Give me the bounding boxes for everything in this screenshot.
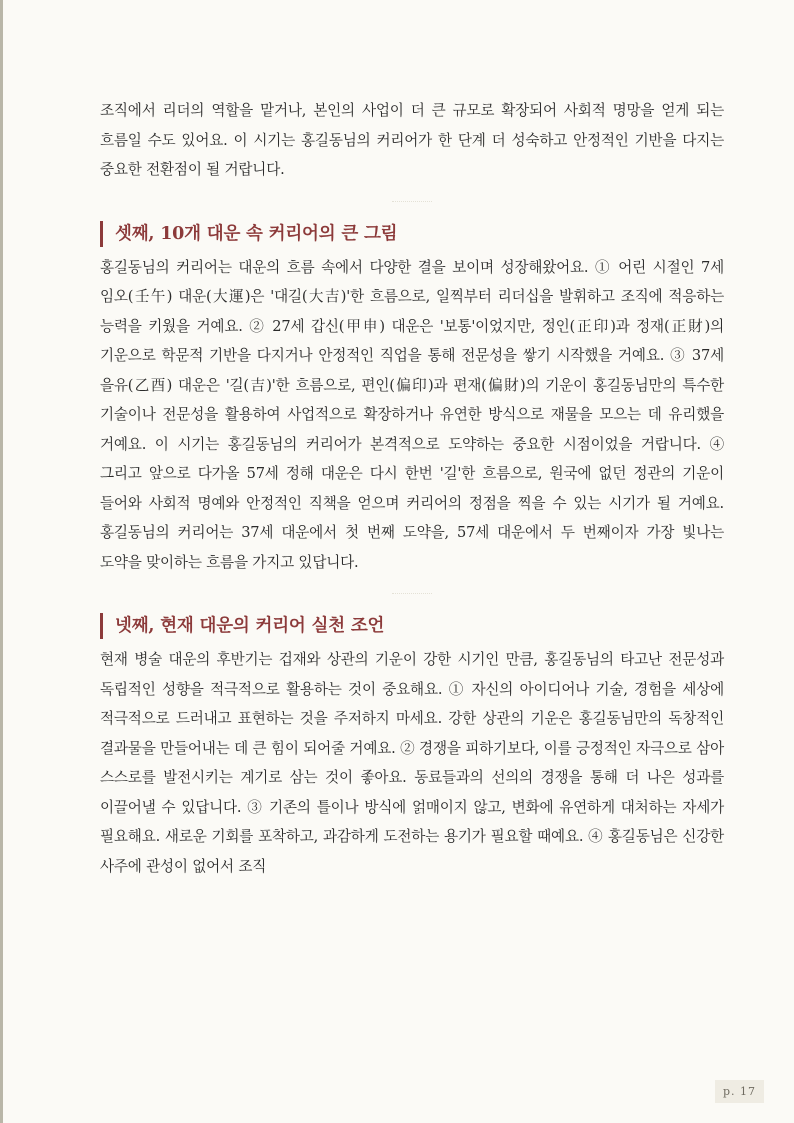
section-heading: 넷째, 현재 대운의 커리어 실천 조언 (100, 613, 724, 639)
intro-paragraph: 조직에서 리더의 역할을 맡거나, 본인의 사업이 더 큰 규모로 확장되어 사회적 명망을 얻게 되는 흐름일 수도 있어요. 이 시기는 홍길동님의 커리어가 한 단계 더 성숙하고 안정적인 기반을 다지는 중요한 전환점이 될 거랍니다. (100, 102, 724, 178)
section-divider (100, 185, 724, 221)
section-divider (100, 577, 724, 613)
section-body: 현재 병술 대운의 후반기는 겁재와 상관의 기운이 강한 시기인 만큼, 홍길동님의 타고난 전문성과 독립적인 성향을 적극적으로 활용하는 것이 중요해요. ① 자신의 아이디어나 기술, 경험을 세상에 적극적으로 드러내고 표현하는 것을 주저하지 마세요. 강한 상관의 기운은 홍길동님만의 독창적인 결과물을 만들어내는 데 큰 힘이 되어줄 거예요. ② 경쟁을 피하기보다, 이를 긍정적인 자극으로 삼아 스스로를 발전시키는 계기로 삼는 것이 좋아요. 동료들과의 선의의 경쟁을 통해 더 나은 성과를 이끌어낼 수 있답니다. ③ 기존의 틀이나 방식에 얽매이지 않고, 변화에 유연하게 대처하는 자세가 필요해요. 새로운 기회를 포착하고, 과감하게 도전하는 용기가 필요할 때예요. ④ 홍길동님은 신강한 사주에 관성이 없어서 조직 (100, 651, 724, 875)
section-body: 홍길동님의 커리어는 대운의 흐름 속에서 다양한 결을 보이며 성장해왔어요. ① 어린 시절인 7세 임오(壬午) 대운(大運)은 '대길(大吉)'한 흐름으로, 일찍부터 리더십을 발휘하고 조직에 적응하는 능력을 키웠을 거예요. ② 27세 갑신(甲申) 대운은 '보통'이었지만, 정인(正印)과 정재(正財)의 기운으로 학문적 기반을 다지거나 안정적인 직업을 통해 전문성을 쌓기 시작했을 거예요. ③ 37세 을유(乙酉) 대운은 '길(吉)'한 흐름으로, 편인(偏印)과 편재(偏財)의 기운이 홍길동님만의 특수한 기술이나 전문성을 활용하여 사업적으로 확장하거나 유연한 방식으로 재물을 모으는 데 유리했을 거예요. 이 시기는 홍길동님의 커리어가 본격적으로 도약하는 중요한 시점이었을 거랍니다. ④ 그리고 앞으로 다가올 57세 정해 대운은 다시 한번 '길'한 흐름으로, 원국에 없던 정관의 기운이 들어와 사회적 명예와 안정적인 직책을 얻으며 커리어의 정점을 찍을 수 있는 시기가 될 거예요. 홍길동님의 커리어는 37세 대운에서 첫 번째 도약을, 57세 대운에서 두 번째이자 가장 빛나는 도약을 맞이하는 흐름을 가지고 있답니다. (100, 258, 724, 571)
page-edge-rule (0, 0, 3, 1123)
section-career-big-picture (100, 221, 724, 578)
section-career-advice (100, 613, 724, 881)
page-content (100, 96, 724, 881)
page-number: p. 17 (715, 1080, 764, 1103)
section-heading: 셋째, 10개 대운 속 커리어의 큰 그림 (100, 221, 724, 247)
